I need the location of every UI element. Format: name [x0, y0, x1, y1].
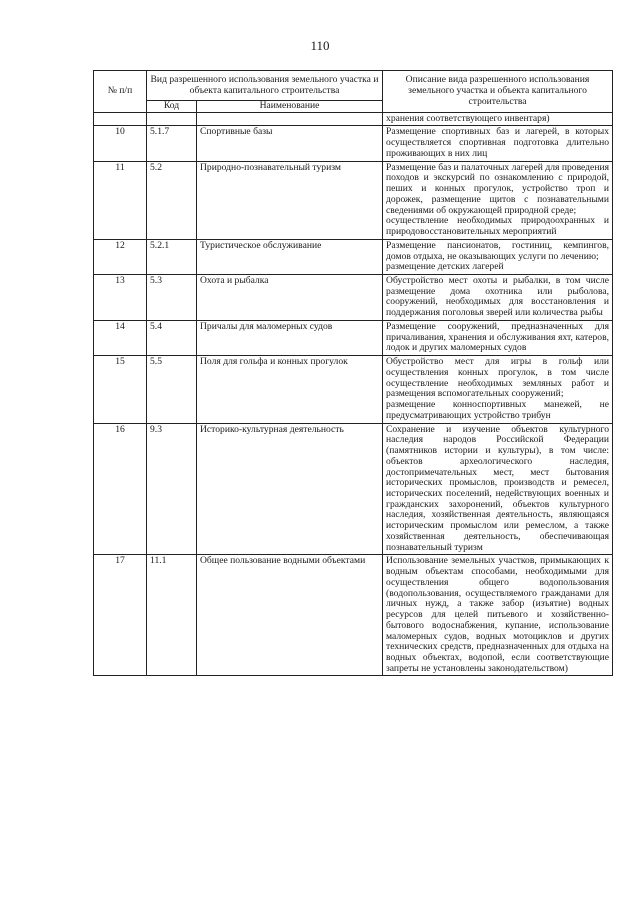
description-paragraph: Сохранение и изучение объектов культурного наследия народов Российской Федерации (памятников истории и культуры), в том числе: объектов археологического наследия, достопримечательных мест, мест бытования исторических промыслов, производств и ремесел, исторических поселений, недействующих военных и гражданских захоронений, объектов культурного наследия, хозяйственная деятельность, являющаяся историческим промыслом или ремеслом, а также хозяйственная деятельность, обеспечивающая познавательный туризм: [386, 423, 610, 553]
description-paragraph: Размещение пансионатов, гостиниц, кемпингов, домов отдыха, не оказывающих услуги по лечению;: [386, 239, 610, 262]
header-code: Код: [147, 101, 197, 113]
row-name: Туристическое обслуживание: [197, 239, 383, 274]
row-number: 11: [94, 161, 147, 239]
continuation-text: хранения соответствующего инвентаря): [383, 112, 613, 126]
row-name: Спортивные базы: [197, 126, 383, 161]
row-code: 5.5: [147, 356, 197, 423]
row-code: 5.1.7: [147, 126, 197, 161]
row-number: 14: [94, 320, 147, 355]
description-paragraph: Обустройство мест охоты и рыбалки, в том числе размещение дома охотника или рыболова, сооружений, необходимых для восстановления и поддержания поголовья зверей или количества рыбы: [386, 275, 610, 319]
table-row: [94, 275, 613, 321]
description-paragraph: Использование земельных участков, примыкающих к водным объектам способами, необходимыми для осуществления общего водопользования (водопользования, осуществляемого гражданами для личных нужд, а также забор (изъятие) водных ресурсов для целей питьевого и хозяйственно-бытового водоснабжения, купание, использование маломерных судов, водных мотоциклов и других технических средств, предназначенных для отдыха на водных объектах, водопой, если соответствующие запреты не установлены законодательством): [386, 555, 610, 674]
row-description: [383, 126, 613, 161]
row-name: Общее пользование водными объектами: [197, 555, 383, 676]
header-num: № п/п: [94, 71, 147, 113]
row-code: 9.3: [147, 423, 197, 555]
row-name: Природно-познавательный туризм: [197, 161, 383, 239]
description-paragraph: осуществление необходимых природоохранных и природовосстановительных мероприятий: [386, 215, 610, 238]
description-paragraph: Обустройство мест для игры в гольф или осуществления конных прогулок, в том числе осуществление необходимых земляных работ и размещения вспомогательных сооружений;: [386, 356, 610, 400]
row-number: 13: [94, 275, 147, 321]
table-row: [94, 126, 613, 161]
row-description: [383, 423, 613, 555]
table-row: [94, 555, 613, 676]
description-paragraph: Размещение баз и палаточных лагерей для проведения походов и экскурсий по ознакомлению с природой, пеших и конных прогулок, устройство троп и дорожек, размещение щитов с познавательными сведениями об окружающей природной среде;: [386, 161, 610, 216]
table-row: [94, 423, 613, 555]
description-paragraph: размещение детских лагерей: [386, 261, 504, 273]
row-number: 17: [94, 555, 147, 676]
row-number: 12: [94, 239, 147, 274]
continuation-row: [94, 112, 613, 126]
table-row: [94, 356, 613, 423]
land-use-table: [93, 70, 613, 676]
row-description: [383, 239, 613, 274]
header-description: Описание вида разрешенного использования земельного участка и объекта капитального строительства: [383, 71, 613, 113]
header-group: Вид разрешенного использования земельного участка и объекта капитального строительства: [147, 71, 383, 101]
row-number: 16: [94, 423, 147, 555]
row-description: [383, 356, 613, 423]
row-number: 15: [94, 356, 147, 423]
row-description: [383, 161, 613, 239]
description-paragraph: Размещение сооружений, предназначенных для причаливания, хранения и обслуживания яхт, катеров, лодок и других маломерных судов: [386, 320, 610, 354]
table-row: [94, 161, 613, 239]
row-code: 5.3: [147, 275, 197, 321]
description-paragraph: Размещение спортивных баз и лагерей, в которых осуществляется спортивная подготовка длительно проживающих в них лиц: [386, 126, 610, 159]
row-code: 11.1: [147, 555, 197, 676]
row-description: [383, 555, 613, 676]
table-row: [94, 239, 613, 274]
row-name: Охота и рыбалка: [197, 275, 383, 321]
row-code: 5.4: [147, 320, 197, 355]
row-description: [383, 320, 613, 355]
row-number: 10: [94, 126, 147, 161]
header-name: Наименование: [197, 101, 383, 113]
description-paragraph: размещение конноспортивных манежей, не предусматривающих устройство трибун: [386, 399, 610, 421]
page-number: 110: [310, 38, 330, 53]
row-name: Причалы для маломерных судов: [197, 320, 383, 355]
row-description: [383, 275, 613, 321]
table-row: [94, 320, 613, 355]
row-name: Историко-культурная деятельность: [197, 423, 383, 555]
row-name: Поля для гольфа и конных прогулок: [197, 356, 383, 423]
row-code: 5.2: [147, 161, 197, 239]
row-code: 5.2.1: [147, 239, 197, 274]
